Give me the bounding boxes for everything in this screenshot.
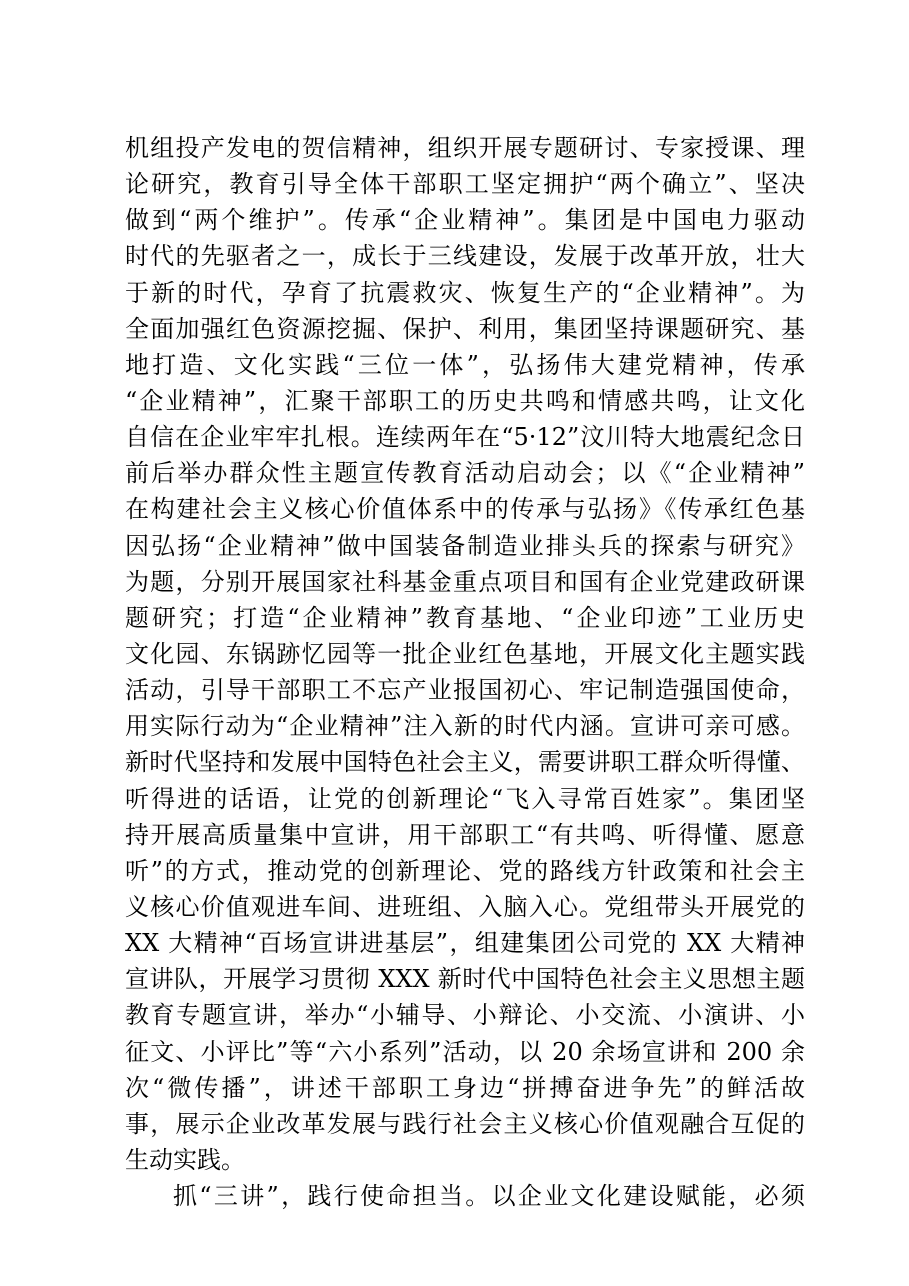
text-line: 教育专题宣讲，举办“小辅导、小辩论、小交流、小演讲、小 bbox=[125, 1001, 805, 1030]
text-line: 义核心价值观进车间、进班组、入脑入心。党组带头开展党的 bbox=[125, 892, 805, 921]
paragraph-end-line: 生动实践。 bbox=[125, 1145, 245, 1174]
text-line: 全面加强红色资源挖掘、保护、利用，集团坚持课题研究、基 bbox=[125, 314, 805, 343]
body-text bbox=[125, 130, 805, 1214]
text-line: 文化园、东锅跡忆园等一批企业红色基地，开展文化主题实践 bbox=[125, 639, 805, 668]
text-line: 听”的方式，推动党的创新理论、党的路线方针政策和社会主 bbox=[125, 856, 805, 885]
text-line: 听得进的话语，让党的创新理论“飞入寻常百姓家”。集团坚 bbox=[125, 784, 805, 813]
text-line: 次“微传播”，讲述干部职工身边“拼搏奋进争先”的鲜活故 bbox=[125, 1073, 805, 1102]
text-line: 用实际行动为“企业精神”注入新的时代内涵。宣讲可亲可感。 bbox=[125, 712, 805, 741]
text-line: 论研究，教育引导全体干部职工坚定拥护“两个确立”、坚决 bbox=[125, 170, 805, 199]
text-line: XX 大精神“百场宣讲进基层”，组建集团公司党的 XX 大精神 bbox=[125, 929, 805, 958]
text-line: 活动，引导干部职工不忘产业报国初心、牢记制造强国使命， bbox=[125, 676, 805, 705]
text-line: 于新的时代，孕育了抗震救灾、恢复生产的“企业精神”。为 bbox=[125, 278, 805, 307]
text-line: 在构建社会主义核心价值体系中的传承与弘扬》《传承红色基 bbox=[125, 495, 805, 524]
text-line: 宣讲队，开展学习贯彻 XXX 新时代中国特色社会主义思想主题 bbox=[125, 965, 805, 994]
text-line: “企业精神”，汇聚干部职工的历史共鸣和情感共鸣，让文化 bbox=[125, 386, 805, 415]
paragraph-first-line: 抓“三讲”，践行使命担当。以企业文化建设赋能，必须 bbox=[173, 1182, 805, 1211]
text-line: 地打造、文化实践“三位一体”，弘扬伟大建党精神，传承 bbox=[125, 350, 805, 379]
text-line: 事，展示企业改革发展与践行社会主义核心价值观融合互促的 bbox=[125, 1109, 805, 1138]
text-line: 前后举办群众性主题宣传教育活动启动会；以《“企业精神” bbox=[125, 459, 805, 488]
text-line: 机组投产发电的贺信精神，组织开展专题研讨、专家授课、理 bbox=[125, 134, 805, 162]
text-line: 题研究；打造“企业精神”教育基地、“企业印迹”工业历史 bbox=[125, 603, 805, 632]
text-line: 时代的先驱者之一，成长于三线建设，发展于改革开放，壮大 bbox=[125, 242, 805, 271]
text-line: 为题，分别开展国家社科基金重点项目和国有企业党建政研课 bbox=[125, 567, 805, 596]
text-line: 征文、小评比”等“六小系列”活动，以 20 余场宣讲和 200 余 bbox=[125, 1037, 805, 1066]
text-line: 做到“两个维护”。传承“企业精神”。集团是中国电力驱动 bbox=[125, 206, 805, 235]
text-line: 因弘扬“企业精神”做中国装备制造业排头兵的探索与研究》 bbox=[125, 531, 805, 560]
text-line: 自信在企业牢牢扎根。连续两年在“5·12”汶川特大地震纪念日 bbox=[125, 423, 805, 452]
text-line: 持开展高质量集中宣讲，用干部职工“有共鸣、听得懂、愿意 bbox=[125, 820, 805, 849]
text-line: 新时代坚持和发展中国特色社会主义，需要讲职工群众听得懂、 bbox=[125, 748, 805, 777]
